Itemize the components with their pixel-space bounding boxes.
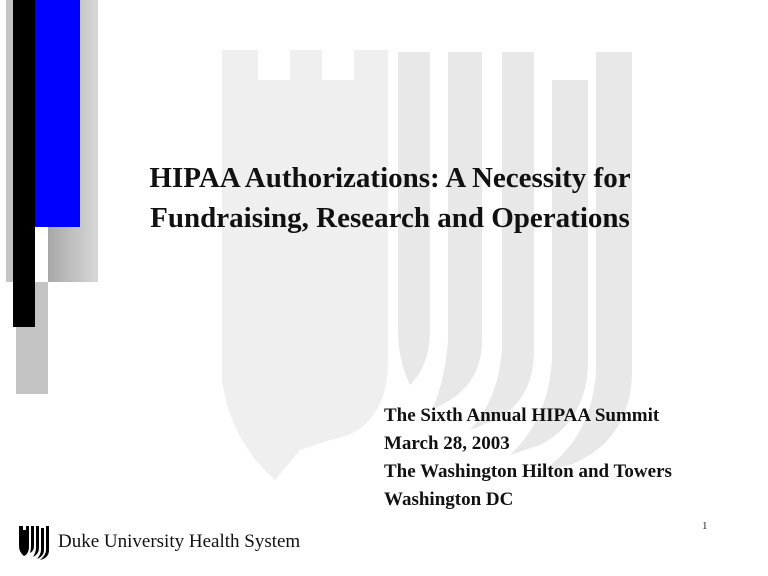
organization-name: Duke University Health System [58,531,301,552]
event-city: Washington DC [384,489,514,510]
slide-title-line-1: HIPAA Authorizations: A Necessity for [149,162,631,194]
event-info [384,402,672,514]
footer [18,524,300,560]
duke-logo-icon [18,524,52,560]
event-date: March 28, 2003 [384,433,510,454]
event-name: The Sixth Annual HIPAA Summit [384,405,660,426]
event-venue: The Washington Hilton and Towers [384,461,672,482]
blue-bar [35,0,80,227]
slide-title-line-2: Fundraising, Research and Operations [150,202,630,234]
slide-title [90,158,690,238]
page-number: 1 [702,520,708,532]
black-bar [13,0,35,327]
